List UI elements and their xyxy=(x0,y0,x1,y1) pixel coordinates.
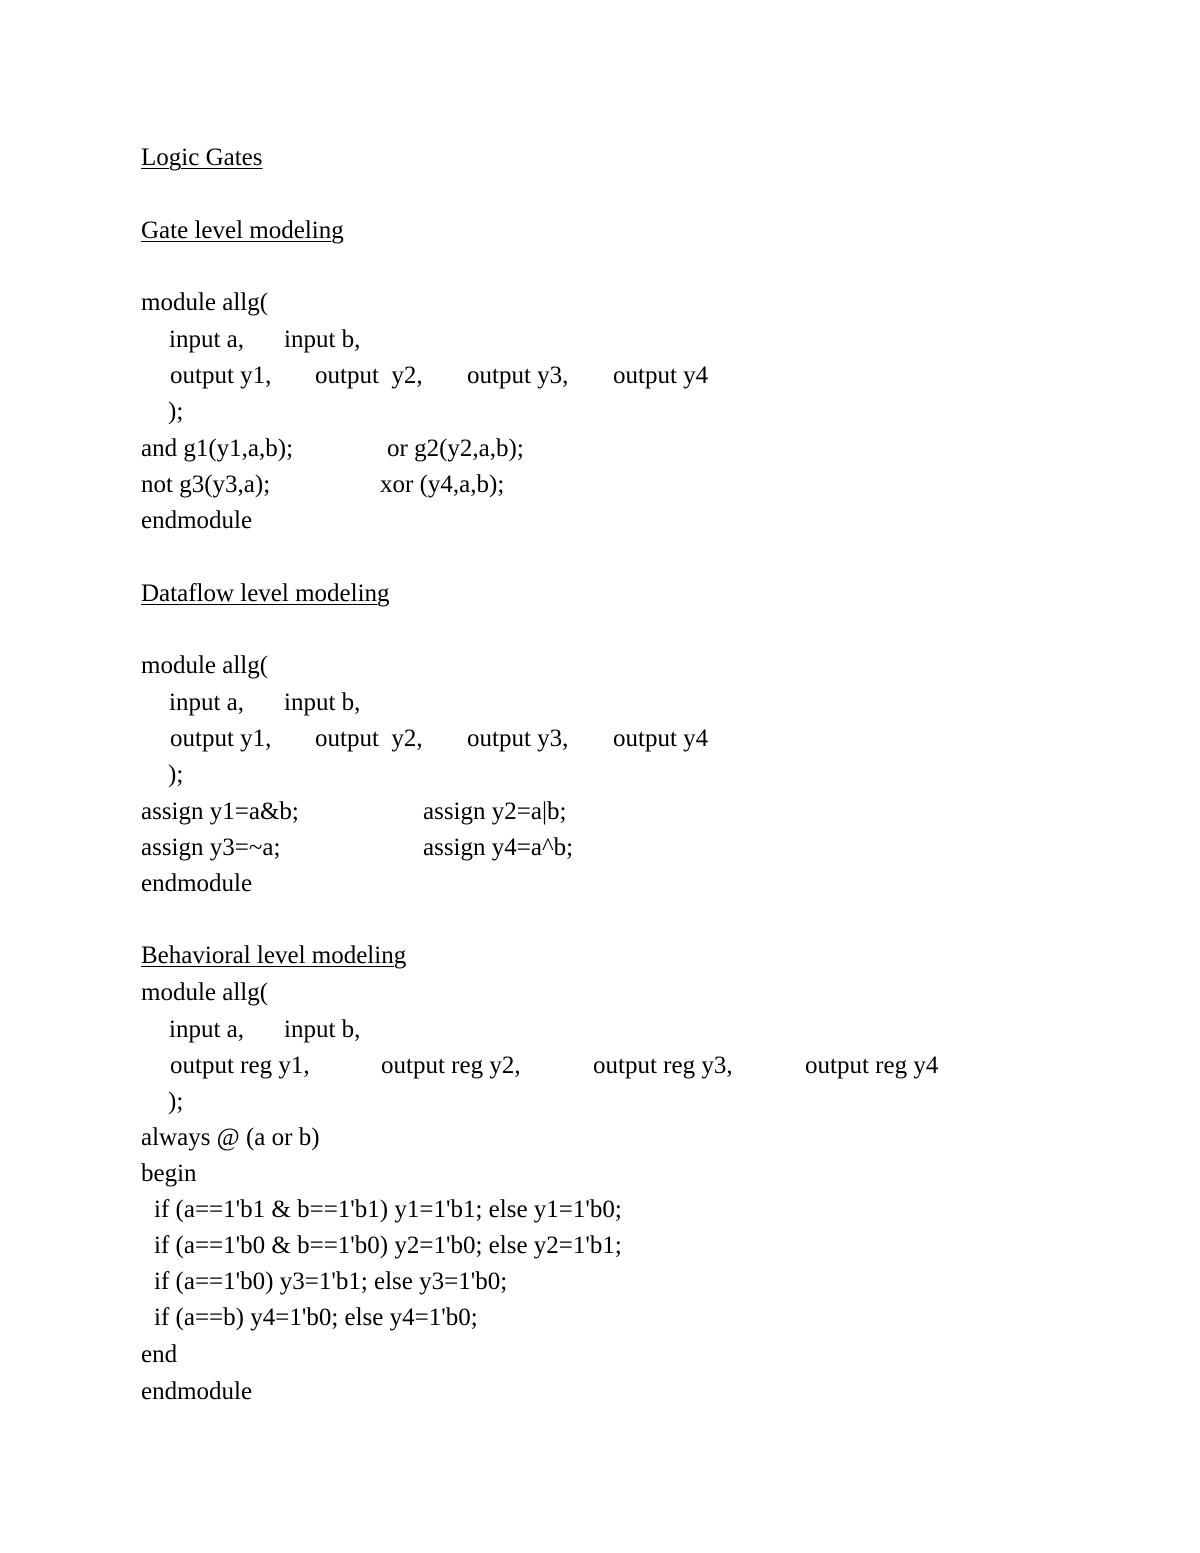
behavioral-output-y4: output reg y4 xyxy=(805,1052,939,1079)
dataflow-level-heading: Dataflow level modeling xyxy=(141,580,390,607)
dataflow-assign-y3: assign y3=~a; xyxy=(141,834,281,861)
gate-level-heading: Gate level modeling xyxy=(141,217,344,244)
behavioral-output-y3: output reg y3, xyxy=(593,1052,733,1079)
gate-module-open: module allg( xyxy=(141,289,269,316)
gate-or-stmt: or g2(y2,a,b); xyxy=(387,435,524,462)
behavioral-end: end xyxy=(141,1341,178,1368)
dataflow-close-paren: ); xyxy=(168,761,184,788)
dataflow-output-y1: output y1, xyxy=(170,725,272,752)
gate-output-y2: output y2, xyxy=(315,362,423,389)
gate-input-a: input a, xyxy=(169,326,244,353)
behavioral-stmt-y4: if (a==b) y4=1'b0; else y4=1'b0; xyxy=(154,1304,478,1331)
behavioral-input-b: input b, xyxy=(284,1016,361,1043)
behavioral-level-heading: Behavioral level modeling xyxy=(141,942,407,969)
gate-output-y1: output y1, xyxy=(170,362,272,389)
dataflow-assign-y4: assign y4=a^b; xyxy=(423,834,574,861)
gate-endmodule: endmodule xyxy=(141,507,253,534)
behavioral-stmt-y1: if (a==1'b1 & b==1'b1) y1=1'b1; else y1=1'b0; xyxy=(154,1196,622,1223)
dataflow-input-a: input a, xyxy=(169,689,244,716)
page-title: Logic Gates xyxy=(141,144,263,171)
behavioral-close-paren: ); xyxy=(168,1088,184,1115)
dataflow-output-y2: output y2, xyxy=(315,725,423,752)
behavioral-output-y2: output reg y2, xyxy=(381,1052,521,1079)
behavioral-stmt-y2: if (a==1'b0 & b==1'b0) y2=1'b0; else y2=1'b1; xyxy=(154,1232,622,1259)
dataflow-endmodule: endmodule xyxy=(141,870,253,897)
gate-close-paren: ); xyxy=(168,398,184,425)
gate-output-y4: output y4 xyxy=(613,362,709,389)
gate-input-b: input b, xyxy=(284,326,361,353)
dataflow-output-y4: output y4 xyxy=(613,725,709,752)
gate-output-y3: output y3, xyxy=(467,362,569,389)
behavioral-always: always @ (a or b) xyxy=(141,1124,320,1151)
dataflow-module-open: module allg( xyxy=(141,652,269,679)
behavioral-stmt-y3: if (a==1'b0) y3=1'b1; else y3=1'b0; xyxy=(154,1268,508,1295)
behavioral-input-a: input a, xyxy=(169,1016,244,1043)
dataflow-assign-y1: assign y1=a&b; xyxy=(141,798,299,825)
behavioral-begin: begin xyxy=(141,1160,197,1187)
behavioral-endmodule: endmodule xyxy=(141,1378,253,1405)
dataflow-input-b: input b, xyxy=(284,689,361,716)
dataflow-assign-y2: assign y2=a|b; xyxy=(423,798,567,825)
behavioral-output-y1: output reg y1, xyxy=(170,1052,310,1079)
behavioral-module-open: module allg( xyxy=(141,979,269,1006)
dataflow-output-y3: output y3, xyxy=(467,725,569,752)
gate-not-stmt: not g3(y3,a); xyxy=(141,471,271,498)
gate-xor-stmt: xor (y4,a,b); xyxy=(380,471,505,498)
gate-and-stmt: and g1(y1,a,b); xyxy=(141,435,294,462)
